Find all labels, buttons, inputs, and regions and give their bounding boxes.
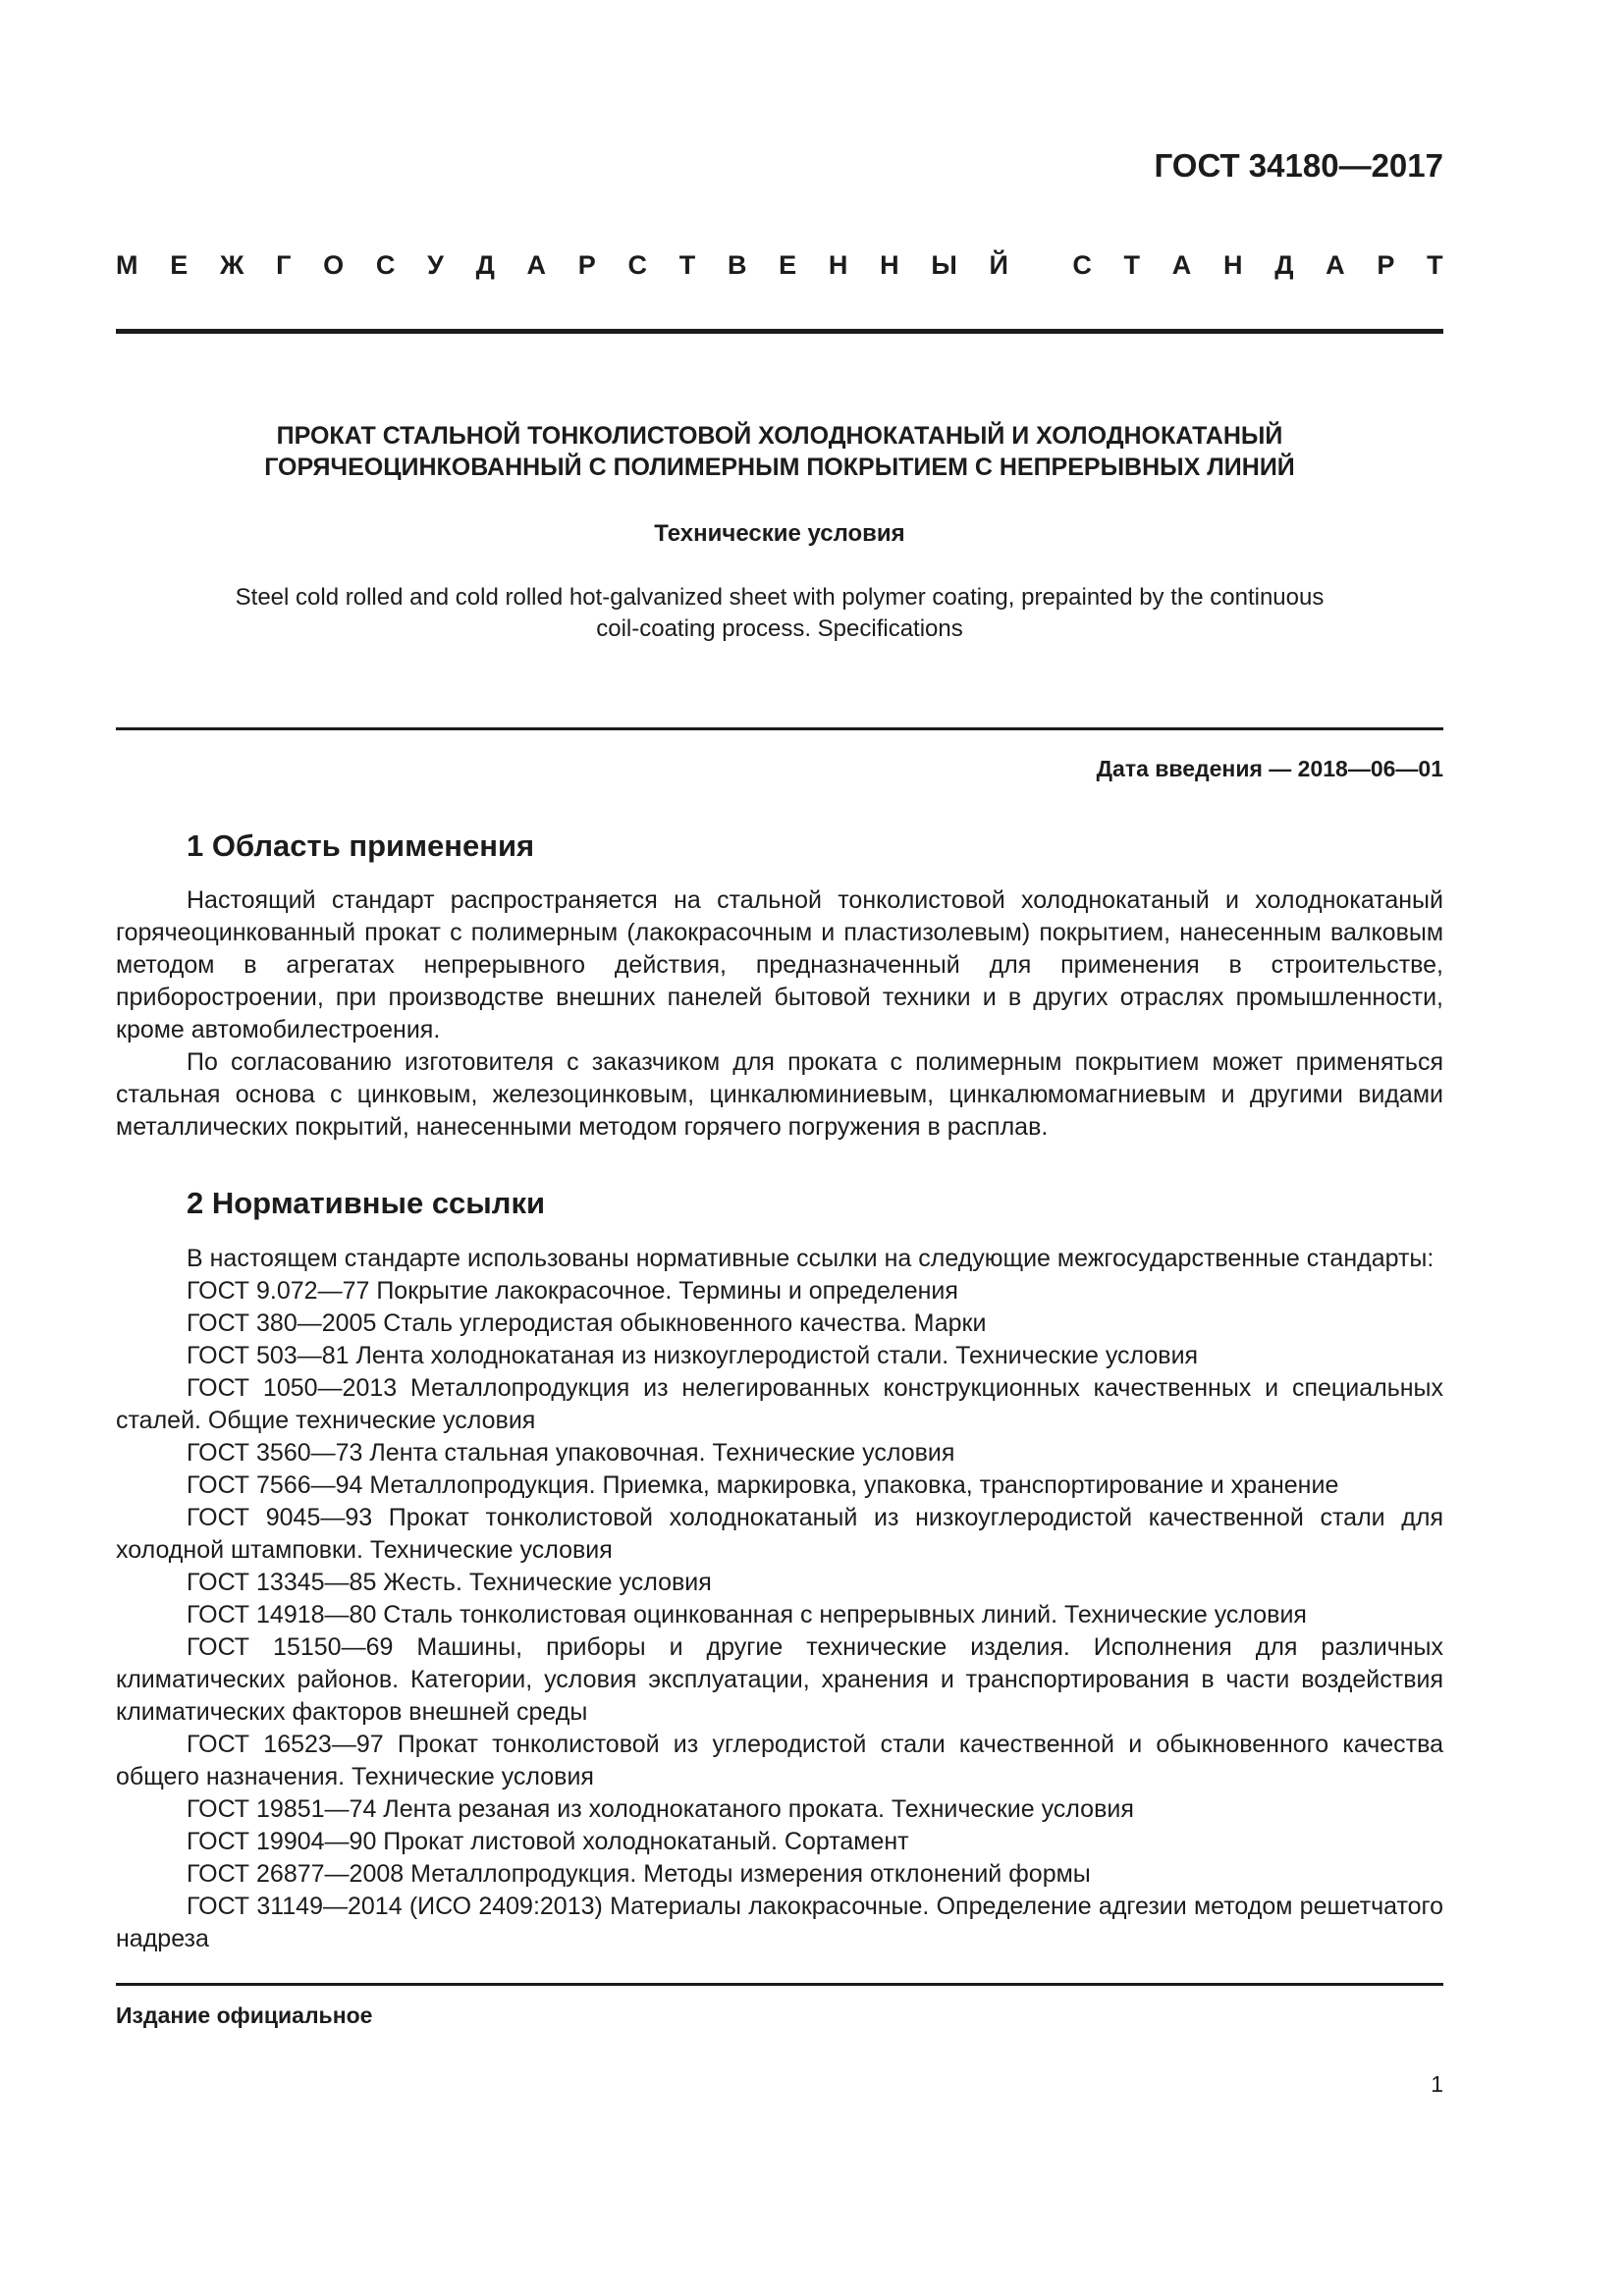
letter: М bbox=[116, 250, 138, 280]
section-heading-scope: 1 Область применения bbox=[187, 828, 535, 863]
section-heading-references: 2 Нормативные ссылки bbox=[187, 1186, 546, 1220]
letter: Е bbox=[779, 250, 797, 280]
document-number: ГОСТ 34180—2017 bbox=[1154, 147, 1443, 184]
letter: О bbox=[323, 250, 345, 280]
letter: А bbox=[1326, 250, 1345, 280]
letter: А bbox=[1171, 250, 1192, 280]
letter: Р bbox=[577, 250, 596, 280]
letter: Н bbox=[880, 250, 899, 280]
reference-item: ГОСТ 16523—97 Прокат тонколистовой из углеродистой стали качественной и обыкновенного качества общего назначения. Технические условия bbox=[116, 1731, 1443, 1790]
standard-category-label bbox=[116, 250, 1443, 281]
letter: Н bbox=[828, 250, 848, 280]
letter: Ы bbox=[931, 250, 957, 280]
page-number: 1 bbox=[1431, 2071, 1443, 2097]
title-divider bbox=[116, 727, 1443, 730]
letter: С bbox=[627, 250, 647, 280]
letter: Г bbox=[276, 250, 292, 280]
footer-divider bbox=[116, 1983, 1443, 1986]
letter: Т bbox=[678, 250, 696, 280]
reference-item: ГОСТ 19904—90 Прокат листовой холоднокатаный. Сортамент bbox=[187, 1828, 909, 1855]
reference-item: ГОСТ 3560—73 Лента стальная упаковочная. Технические условия bbox=[187, 1439, 955, 1467]
header-divider bbox=[116, 329, 1443, 334]
letter: Т bbox=[1427, 250, 1443, 280]
paragraph: Настоящий стандарт распространяется на стальной тонколистовой холоднокатаный и холоднокатаный горячеоцинкованный прокат с полимерным (лакокрасочным и пластизолевым) покрытием, нанесенным валковым методом в агрегатах непрерывного действия, предназначенный для применения в строительстве, приборостроении, при производстве внешних панелей бытовой техники и в других отраслях промышленности, кроме автомобилестроения. bbox=[116, 886, 1443, 1043]
letter: Р bbox=[1377, 250, 1395, 280]
reference-item: ГОСТ 1050—2013 Металлопродукция из нелегированных конструкционных качественных и специальных сталей. Общие технические условия bbox=[116, 1374, 1443, 1434]
official-edition-note: Издание официальное bbox=[116, 2002, 373, 2028]
section-body-references bbox=[116, 1243, 1443, 1955]
reference-item: ГОСТ 31149—2014 (ИСО 2409:2013) Материалы лакокрасочные. Определение адгезии методом решетчатого надреза bbox=[116, 1893, 1443, 1952]
title-en-line: Steel cold rolled and cold rolled hot-galvanized sheet with polymer coating, prepainted by the continuous bbox=[235, 584, 1325, 611]
letter: Д bbox=[475, 250, 495, 280]
title-line: ГОРЯЧЕОЦИНКОВАННЫЙ С ПОЛИМЕРНЫМ ПОКРЫТИЕМ С НЕПРЕРЫВНЫХ ЛИНИЙ bbox=[264, 454, 1295, 481]
letter: В bbox=[727, 250, 747, 280]
paragraph: По согласованию изготовителя с заказчиком для проката с полимерным покрытием может применяться стальная основа с цинковым, железоцинковым, цинкалюминиевым, цинкалюмомагниевым и другими видами металлических покрытий, нанесенными методом горячего погружения в расплав. bbox=[116, 1048, 1443, 1141]
title-en-line: coil-coating process. Specifications bbox=[596, 615, 963, 642]
letter: Д bbox=[1274, 250, 1294, 280]
reference-item: ГОСТ 9.072—77 Покрытие лакокрасочное. Термины и определения bbox=[187, 1277, 958, 1305]
section-body-scope bbox=[116, 884, 1443, 1144]
reference-item: ГОСТ 15150—69 Машины, приборы и другие технические изделия. Исполнения для различных климатических районов. Категории, условия эксплуатации, хранения и транспортирования в части воздействия климатических факторов внешней среды bbox=[116, 1633, 1443, 1726]
document-title-english bbox=[116, 582, 1443, 645]
reference-item: ГОСТ 26877—2008 Металлопродукция. Методы измерения отклонений формы bbox=[187, 1860, 1091, 1888]
letter: С bbox=[375, 250, 396, 280]
document-subtitle: Технические условия bbox=[654, 520, 905, 547]
title-line: ПРОКАТ СТАЛЬНОЙ ТОНКОЛИСТОВОЙ ХОЛОДНОКАТАНЫЙ И ХОЛОДНОКАТАНЫЙ bbox=[276, 422, 1283, 450]
reference-item: ГОСТ 9045—93 Прокат тонколистовой холоднокатаный из низкоуглеродистой качественной стали для холодной штамповки. Технические условия bbox=[116, 1504, 1443, 1564]
paragraph: В настоящем стандарте использованы нормативные ссылки на следующие межгосударственные стандарты: bbox=[187, 1245, 1435, 1272]
reference-item: ГОСТ 503—81 Лента холоднокатаная из низкоуглеродистой стали. Технические условия bbox=[187, 1342, 1199, 1369]
letter: Е bbox=[170, 250, 189, 280]
letter: Н bbox=[1222, 250, 1243, 280]
letter: Й bbox=[989, 250, 1008, 280]
letter: С bbox=[1072, 250, 1092, 280]
letter: Т bbox=[1123, 250, 1141, 280]
introduction-date: Дата введения — 2018—06—01 bbox=[1096, 756, 1443, 781]
letter: А bbox=[526, 250, 547, 280]
letter: Ж bbox=[219, 250, 244, 280]
reference-item: ГОСТ 7566—94 Металлопродукция. Приемка, маркировка, упаковка, транспортирование и хранение bbox=[187, 1471, 1339, 1499]
reference-item: ГОСТ 13345—85 Жесть. Технические условия bbox=[187, 1569, 712, 1596]
reference-item: ГОСТ 14918—80 Сталь тонколистовая оцинкованная с непрерывных линий. Технические условия bbox=[187, 1601, 1307, 1629]
document-title bbox=[116, 420, 1443, 483]
reference-item: ГОСТ 380—2005 Сталь углеродистая обыкновенного качества. Марки bbox=[187, 1309, 987, 1337]
letter: У bbox=[427, 250, 444, 280]
reference-item: ГОСТ 19851—74 Лента резаная из холоднокатаного проката. Технические условия bbox=[187, 1795, 1134, 1823]
